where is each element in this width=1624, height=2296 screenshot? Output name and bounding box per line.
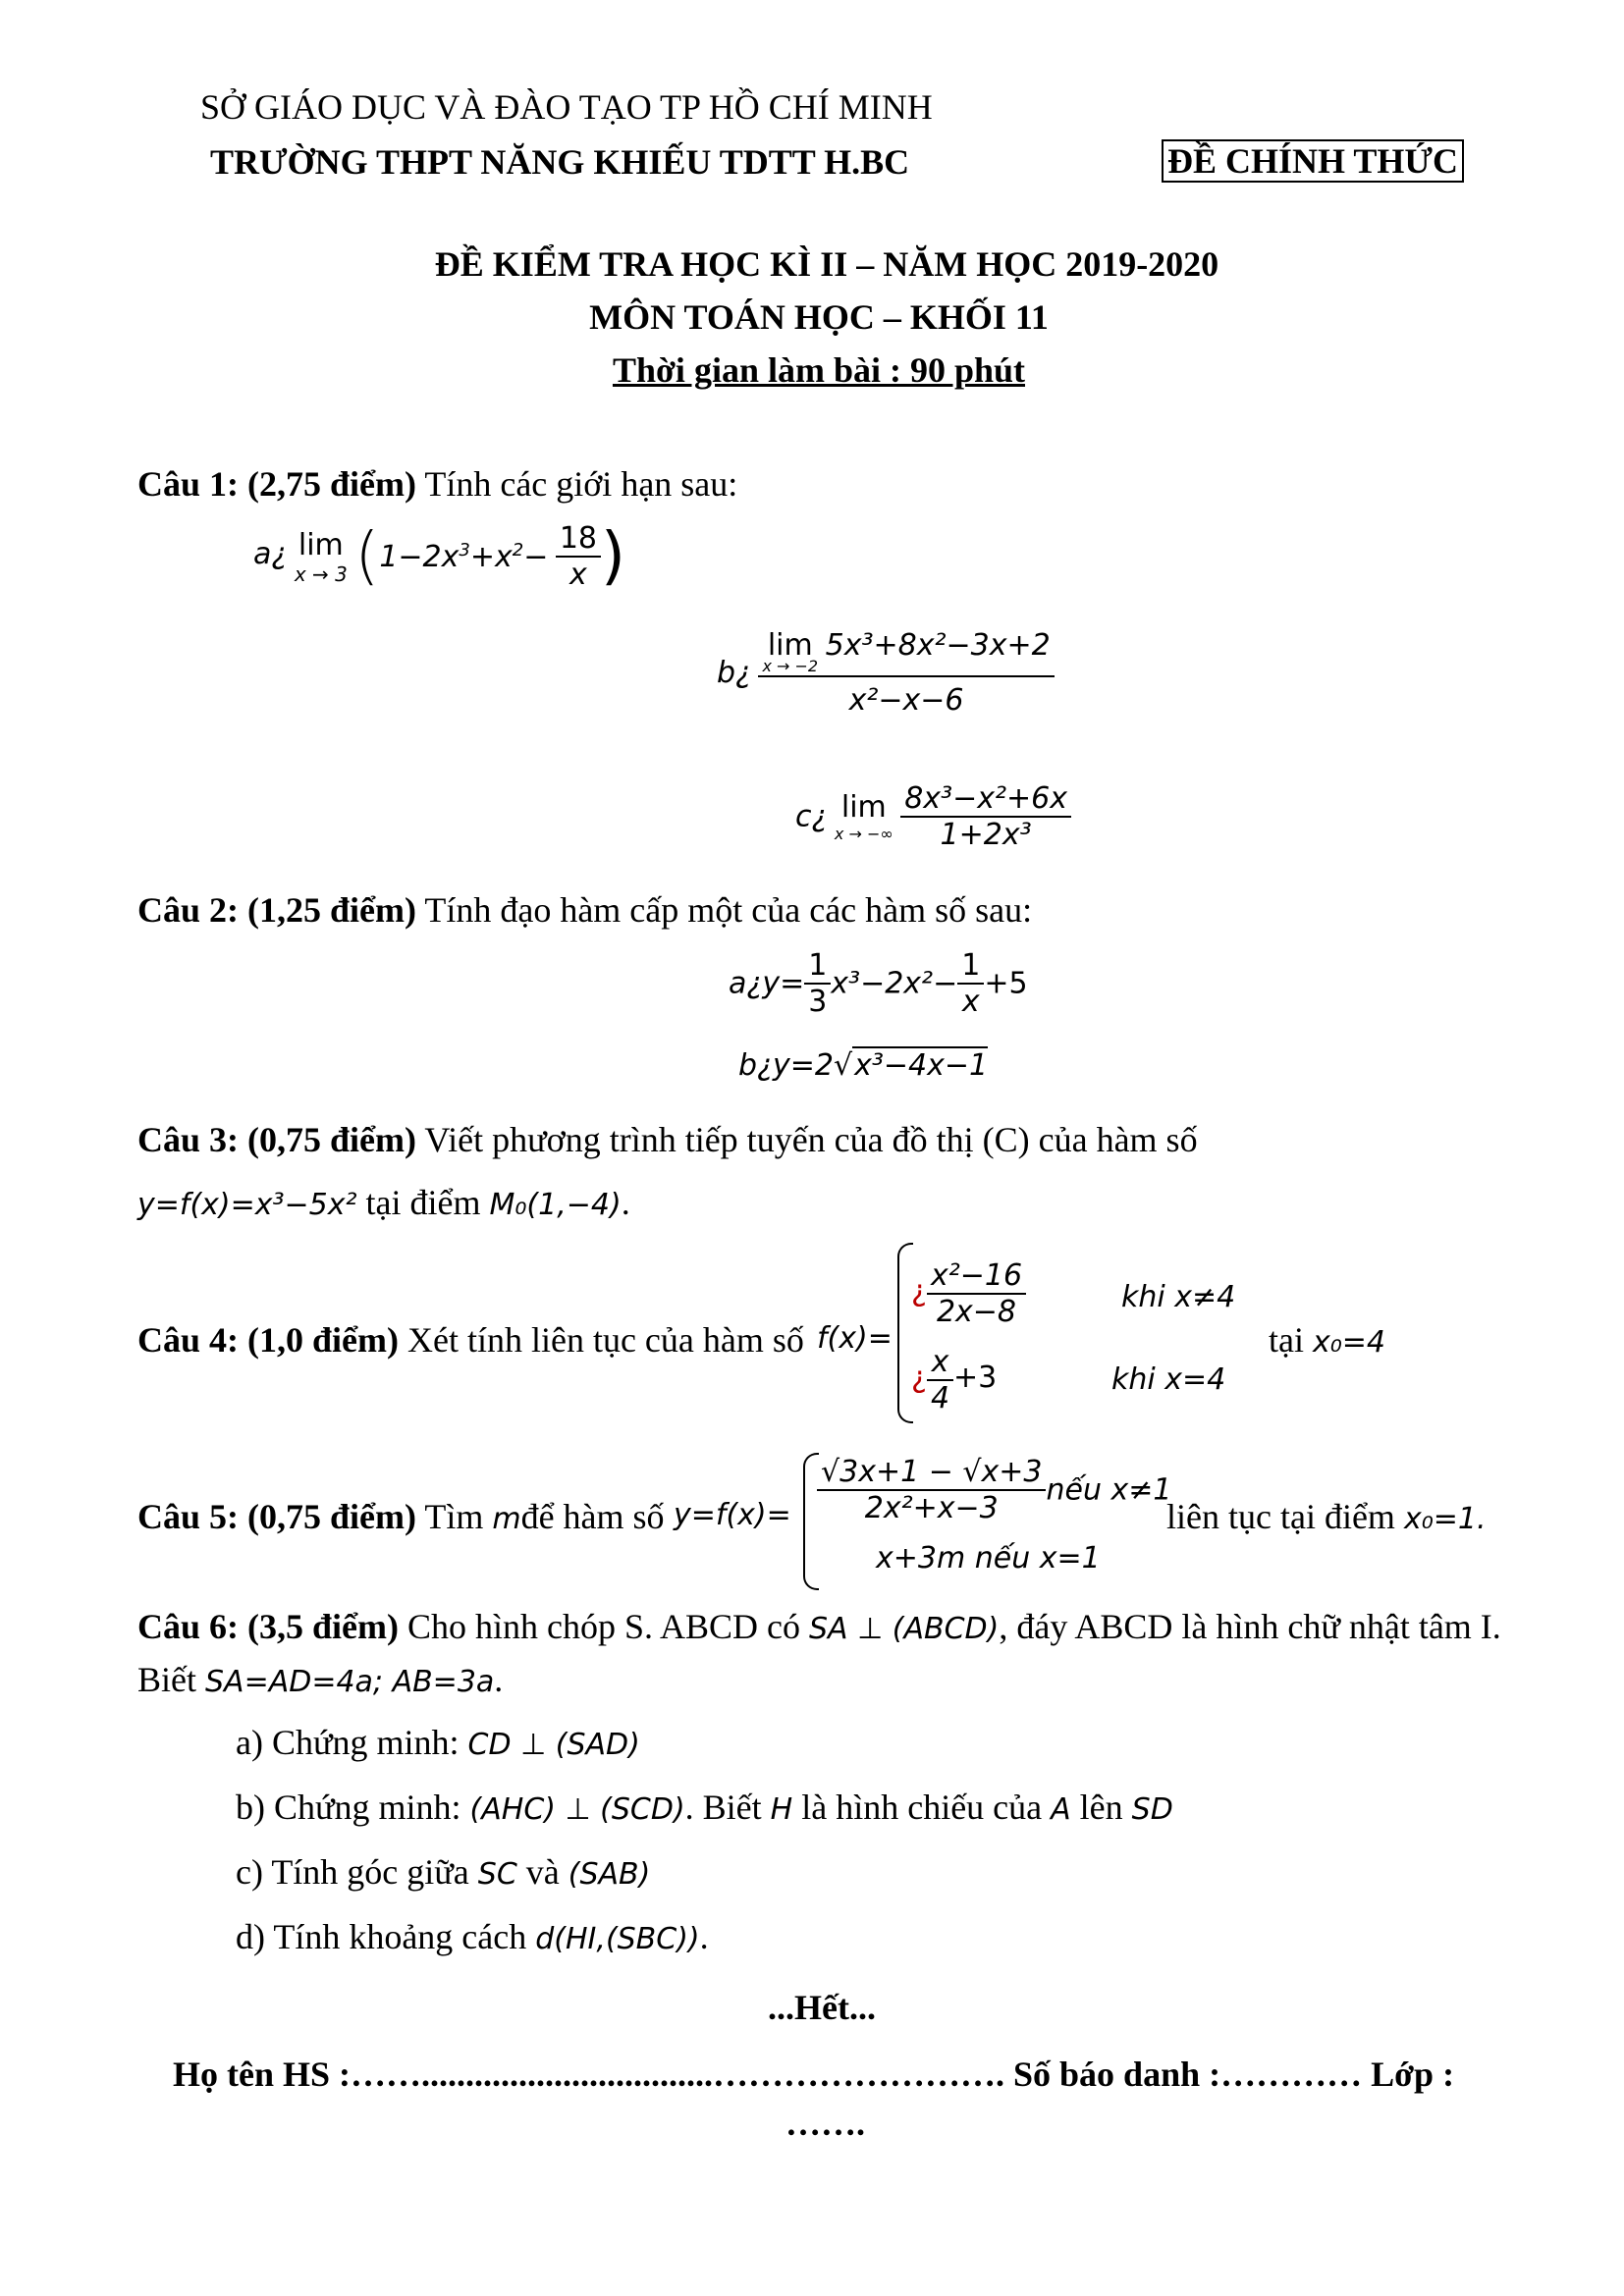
q6d-end: .: [699, 1917, 709, 1956]
q5-case1-frac: [817, 1455, 1046, 1525]
q2a-prefix: a¿: [729, 966, 763, 1001]
q6-given: [137, 1659, 503, 1700]
exam-title: ĐỀ KIỂM TRA HỌC KÌ II – NĂM HỌC 2019-2020: [434, 244, 1219, 284]
q2a-frac2-num: 1: [961, 948, 981, 983]
duration-text: Thời gian làm bài : 90 phút: [612, 350, 1026, 390]
question-6: [137, 1606, 1501, 1647]
q1c-lim-sub: x → −∞: [834, 825, 893, 843]
q6-part-a: [236, 1722, 640, 1763]
q6b-tail2: là hình chiếu của: [801, 1788, 1043, 1827]
q3-point: M₀(1,−4): [489, 1188, 622, 1222]
q5-var: m: [492, 1502, 521, 1536]
student-info-dots: …….: [785, 2104, 865, 2143]
q1a-exp1: 3: [459, 539, 470, 561]
q2a-frac1: [804, 948, 831, 1019]
q1b-prefix: b¿: [717, 656, 751, 690]
q4-case2-inv: ¿: [911, 1360, 927, 1395]
q1c-prefix: c¿: [795, 799, 828, 834]
q3-line2: [137, 1182, 630, 1223]
q1c-expression: [795, 781, 1071, 852]
q1b-num-expr: 5x³+8x²−3x+2: [825, 628, 1051, 663]
q1b-expression: [717, 628, 1055, 718]
q3-at: tại điểm: [365, 1183, 481, 1222]
q1a-limit: [295, 528, 348, 586]
q6c-sab: (SAB): [568, 1857, 651, 1892]
q4-case1: [911, 1258, 1026, 1329]
q1-text: Tính các giới hạn sau:: [424, 464, 738, 504]
exam-duration: [0, 349, 1624, 391]
q6-given-math: SA=AD=4a; AB=3a: [205, 1665, 495, 1699]
q6d-text: d) Tính khoảng cách: [236, 1917, 527, 1956]
q1b-den-expr: x²−x−6: [758, 675, 1054, 718]
q2a-expression: [729, 948, 1028, 1019]
q1a-den: x: [556, 556, 601, 592]
q3-label: Câu 3:: [137, 1120, 240, 1159]
q6c-and: và: [525, 1852, 560, 1892]
q2-label: Câu 2:: [137, 890, 240, 930]
department-name: SỞ GIÁO DỤC VÀ ĐÀO TẠO TP HỒ CHÍ MINH: [200, 87, 933, 127]
q5-text-a: Tìm: [424, 1497, 484, 1536]
q4-point: x₀=4: [1312, 1325, 1385, 1360]
q1a-lim-sub: x → 3: [294, 561, 348, 586]
question-5: [137, 1496, 665, 1537]
q2-points: (1,25 điểm): [247, 890, 416, 930]
q2b-prefix: b¿: [738, 1048, 773, 1083]
q6b-a: A: [1051, 1792, 1071, 1827]
q1b-lim-sub: x → −2: [762, 657, 819, 675]
q5-case1-num: √3x+1 − √x+3: [821, 1455, 1043, 1489]
q2b-expression: b¿y=2√x³−4x−1: [738, 1048, 989, 1083]
q4-case2-den: 4: [927, 1379, 953, 1415]
q1a-fraction: [556, 521, 601, 592]
q2-text: Tính đạo hàm cấp một của các hàm số sau:: [424, 890, 1033, 930]
q1c-num: 8x³−x²+6x: [904, 781, 1067, 816]
q3-function: y=f(x)=x³−5x²: [137, 1188, 357, 1222]
question-1: [137, 463, 737, 505]
q6b-math: (AHC) ⊥ (SCD): [469, 1792, 685, 1827]
q5-label: Câu 5:: [137, 1497, 240, 1536]
q2b-lhs: y=2: [772, 1048, 834, 1083]
q4-at: [1269, 1319, 1385, 1361]
q1-label: Câu 1:: [137, 464, 240, 504]
q1a-minus: −: [523, 539, 549, 574]
q1-points: (2,75 điểm): [247, 464, 416, 504]
q6-points: (3,5 điểm): [247, 1607, 399, 1646]
q2a-tail: +5: [984, 966, 1028, 1001]
q1a-prefix: a¿: [253, 536, 288, 571]
q5-tail: [1166, 1496, 1486, 1537]
q1c-limit: [835, 790, 893, 843]
q4-text: Xét tính liên tục của hàm số: [406, 1320, 804, 1360]
q1a-num: 18: [559, 521, 598, 556]
q5-point: x₀=1.: [1403, 1502, 1487, 1536]
q4-points: (1,0 điểm): [247, 1320, 399, 1360]
q2a-term: x³−2x²−: [831, 966, 958, 1001]
q4-fname: f(x)=: [817, 1321, 893, 1356]
q4-case2-tail: +3: [953, 1360, 998, 1395]
q4-label: Câu 4:: [137, 1320, 240, 1360]
q1b-numerator: [758, 628, 1054, 675]
q6-cond: SA ⊥ (ABCD): [809, 1612, 1000, 1646]
question-3: [137, 1119, 1198, 1160]
q2a-frac2: [957, 948, 984, 1019]
q5-points: (0,75 điểm): [247, 1497, 416, 1536]
q4-case2-cond: khi x=4: [1111, 1362, 1226, 1397]
q6a-math: CD ⊥ (SAD): [467, 1728, 640, 1762]
q6-text2: , đáy ABCD là hình chữ nhật tâm I.: [999, 1607, 1501, 1646]
q4-case2-num: x: [931, 1345, 949, 1379]
q6-given-end: .: [494, 1660, 504, 1699]
q1a-expression: a¿ lim x → 3 ($1-2x^3+x^2-$ $\frac{18}{x}$ ): [253, 520, 625, 593]
q6b-h: H: [770, 1792, 793, 1827]
exam-subject: MÔN TOÁN HỌC – KHỐI 11: [589, 297, 1049, 337]
q5-case1: [817, 1455, 1171, 1525]
q1b-lim: lim: [767, 628, 813, 663]
q4-case1-num: x²−16: [930, 1258, 1023, 1293]
q1a-lim: lim: [298, 527, 344, 562]
school-name: TRƯỜNG THPT NĂNG KHIẾU TDTT H.BC: [210, 142, 910, 182]
q3-end: .: [621, 1183, 630, 1222]
q2b-radicand: x³−4x−1: [854, 1048, 989, 1083]
q4-case1-frac: [927, 1258, 1026, 1329]
q4-case2: [911, 1345, 997, 1415]
q5-fname: y=f(x)=: [674, 1498, 791, 1532]
q1b-fraction: [758, 628, 1054, 718]
end-marker: ...Hết...: [768, 1988, 876, 2027]
q2a-frac2-den: x: [957, 983, 984, 1019]
q6-part-b: [236, 1787, 1173, 1828]
q3-points: (0,75 điểm): [247, 1120, 416, 1159]
q6a-text: a) Chứng minh:: [236, 1723, 460, 1762]
q5-case1-den: 2x²+x−3: [817, 1489, 1046, 1525]
q6-label: Câu 6:: [137, 1607, 240, 1646]
q6-text1: Cho hình chóp S. ABCD có: [406, 1607, 801, 1646]
q2a-lhs: y=: [762, 966, 805, 1001]
q5-tail-text: liên tục tại điểm: [1166, 1497, 1395, 1536]
q6c-sc: SC: [477, 1857, 517, 1892]
q6-part-c: [236, 1851, 650, 1893]
q4-case1-cond: khi x≠4: [1121, 1280, 1236, 1314]
q6b-tail1: . Biết: [684, 1788, 762, 1827]
q5-case1-cond: nếu x≠1: [1046, 1472, 1172, 1508]
q1a-term1: 1−2x: [379, 539, 460, 574]
q6b-sd: SD: [1131, 1792, 1173, 1827]
q1a-term2: +x: [469, 539, 513, 574]
q4-case1-inv: ¿: [911, 1273, 927, 1308]
q6b-tail3: lên: [1079, 1788, 1123, 1827]
question-4: [137, 1319, 804, 1361]
q5-case2: x+3m nếu x=1: [876, 1541, 1101, 1575]
q1c-den: 1+2x³: [900, 816, 1071, 852]
q2a-frac1-den: 3: [804, 983, 831, 1019]
q1c-fraction: [900, 781, 1071, 852]
q3-text: Viết phương trình tiếp tuyến của đồ thị (C) của hàm số: [424, 1120, 1198, 1159]
q6c-text: c) Tính góc giữa: [236, 1852, 469, 1892]
q6b-text: b) Chứng minh:: [236, 1788, 461, 1827]
student-info-line: Họ tên HS :…….................................……………………. Số báo danh :………… Lớp :: [173, 2055, 1455, 2094]
q1a-exp2: 2: [512, 539, 524, 561]
q4-case2-frac: [927, 1345, 953, 1415]
q6d-math: d(HI,(SBC)): [535, 1922, 700, 1956]
q2a-frac1-num: 1: [808, 948, 828, 983]
q6-part-d: [236, 1916, 709, 1957]
official-badge: ĐỀ CHÍNH THỨC: [1162, 139, 1464, 183]
question-2: [137, 889, 1032, 931]
q6-given-label: Biết: [137, 1660, 196, 1699]
q5-text-b: để hàm số: [520, 1497, 665, 1536]
q1c-lim: lim: [840, 790, 887, 825]
q4-case1-den: 2x−8: [927, 1293, 1026, 1329]
q4-at-text: tại: [1269, 1320, 1304, 1360]
